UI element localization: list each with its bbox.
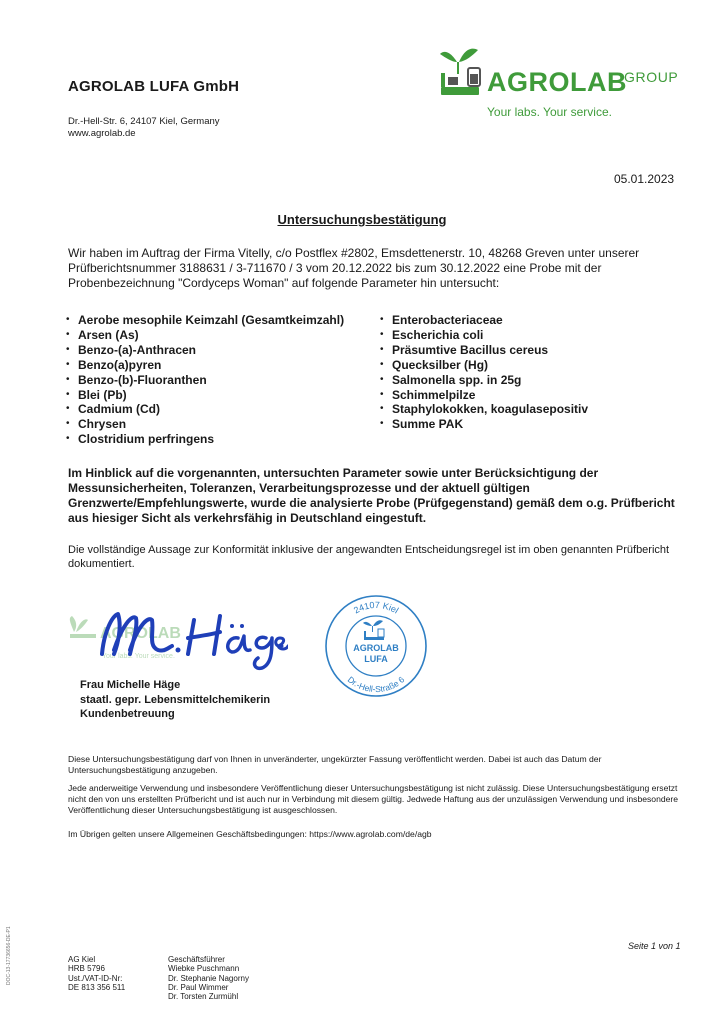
website-link[interactable]: www.agrolab.de [68, 128, 136, 139]
list-item: • Aerobe mesophile Keimzahl (Gesamtkeimzahl) [66, 313, 344, 328]
footer-line: Dr. Torsten Zurmühl [168, 992, 239, 1002]
agrolab-logo [438, 40, 688, 122]
list-item: • Benzo-(b)-Fluoranthen [66, 373, 344, 388]
svg-text:Your labs. Your service.: Your labs. Your service. [102, 653, 175, 660]
document-title [0, 212, 724, 227]
conclusion-paragraph: Im Hinblick auf die vorgenannten, untersuchten Parameter sowie unter Berücksichtigung der Messunsicherheiten, Toleranzen, Verarbeitungsprozesse und der aktuell gültigen Grenzwerte/Empfehlungswerte, wurde die analysierte Probe (Prüfgegenstand) gemäß dem o.g. Prüfbericht aus hiesiger Sicht als verkehrsfähig in Deutschland eingestuft. [68, 466, 675, 525]
footer-line: Geschäftsführer [168, 955, 225, 964]
list-item: • Quecksilber (Hg) [380, 358, 588, 373]
svg-text:AGROLAB: AGROLAB [100, 625, 181, 642]
lab-plant-icon [363, 620, 384, 640]
list-item: • Staphylokokken, koagulasepositiv [380, 402, 588, 417]
conformity-note: Die vollständige Aussage zur Konformität inklusive der angewandten Entscheidungsregel ist im oben genannten Prüfbericht dokumentiert. [68, 544, 670, 570]
list-item: • Benzo(a)pyren [66, 358, 344, 373]
list-item: • Cadmium (Cd) [66, 402, 344, 417]
list-item: • Salmonella spp. in 25g [380, 373, 588, 388]
stamp-center-line1: AGROLAB [353, 643, 399, 653]
footer-line: Dr. Paul Wimmer [168, 982, 229, 992]
list-item: • Präsumtive Bacillus cereus [380, 343, 588, 358]
footer-registration [68, 955, 125, 992]
stamp-center-line2: LUFA [364, 654, 388, 664]
list-item: • Chrysen [66, 417, 344, 432]
signer-department: Kundenbetreuung [80, 708, 175, 721]
signer-title: staatl. gepr. Lebensmittelchemikerin [80, 693, 271, 706]
footer-line: Ust./VAT-ID-Nr: [68, 973, 123, 983]
signer-block [80, 678, 270, 722]
fine-print-publication: Diese Untersuchungsbestätigung darf von Ihnen in unveränderter, ungekürzter Fassung veröffentlicht werden. Dabei ist auch das Datum der Untersuchungsbestätigung anzugeben. [68, 754, 602, 776]
document-date: 05.01.2023 [614, 172, 675, 186]
parameter-list-left [66, 313, 344, 447]
list-item: • Clostridium perfringens [66, 432, 344, 447]
fine-print-terms: Im Übrigen gelten unsere Allgemeinen Geschäftsbedingungen: https://www.agrolab.com/de/agb [68, 829, 432, 839]
footer-line: Wiebke Puschmann [168, 964, 240, 974]
handwritten-signature [68, 592, 288, 672]
footer-line: Dr. Stephanie Nagorny [168, 973, 249, 983]
list-item: • Escherichia coli [380, 328, 588, 343]
company-stamp [322, 592, 430, 700]
list-item: • Blei (Pb) [66, 388, 344, 403]
footer-line: DE 813 356 511 [68, 982, 126, 992]
footer-line: HRB 5796 [68, 964, 105, 974]
list-item: • Arsen (As) [66, 328, 344, 343]
stamp-top-text: 24107 Kiel [351, 599, 401, 616]
parameter-list-right [380, 313, 588, 432]
intro-paragraph: Wir haben im Auftrag der Firma Vitelly, c/o Postflex #2802, Emsdettenerstr. 10, 48268 Greven unter unserer Prüfberichtsnummer 3188631 / 3-711670 / 3 vom 20.12.2022 bis zum 30.12.2022 eine Probe mit der Probenbezeichnung "Cordyceps Woman" auf folgende Parameter hin untersucht: [68, 246, 640, 290]
fine-print-liability: Jede anderweitige Verwendung und insbesondere Veröffentlichung dieser Untersuchungsbestätigung ist nicht zulässig. Diese Untersuchungsbestätigung ersetzt nicht den von uns erstellten Prüfbericht und ist auch nur in Verbindung mit diesem gültig. Jedwede Haftung aus der unzulässigen Verwendung und insbesondere Veröffentlichung dieser Untersuchungsbestätigung ist ausgeschlossen. [68, 783, 679, 816]
company-address [68, 116, 220, 140]
list-item: • Schimmelpilze [380, 388, 588, 403]
stamp-bottom-text: Dr.-Hell-Straße 6 [345, 674, 407, 695]
list-item: • Enterobacteriaceae [380, 313, 588, 328]
footer-management [168, 955, 249, 1001]
page-number: Seite 1 von 1 [628, 941, 681, 951]
lab-plant-icon [438, 40, 486, 100]
address-line: Dr.-Hell-Str. 6, 24107 Kiel, Germany [68, 116, 220, 127]
logo-wordmark: AGROLAB [487, 67, 627, 97]
logo-group: GROUP [624, 69, 679, 85]
list-item: • Summe PAK [380, 417, 588, 432]
logo-tagline: Your labs. Your service. [487, 105, 612, 119]
svg-text:24107 Kiel [352, 600, 400, 616]
signer-name: Frau Michelle Häge [80, 679, 181, 691]
list-item: • Benzo-(a)-Anthracen [66, 343, 344, 358]
company-name: AGROLAB LUFA GmbH [68, 78, 240, 95]
footer-line: AG Kiel [68, 955, 96, 964]
document-title-text: Untersuchungsbestätigung [277, 212, 447, 227]
document-code: DOC-13-17736656-DE-P1 [6, 926, 12, 985]
